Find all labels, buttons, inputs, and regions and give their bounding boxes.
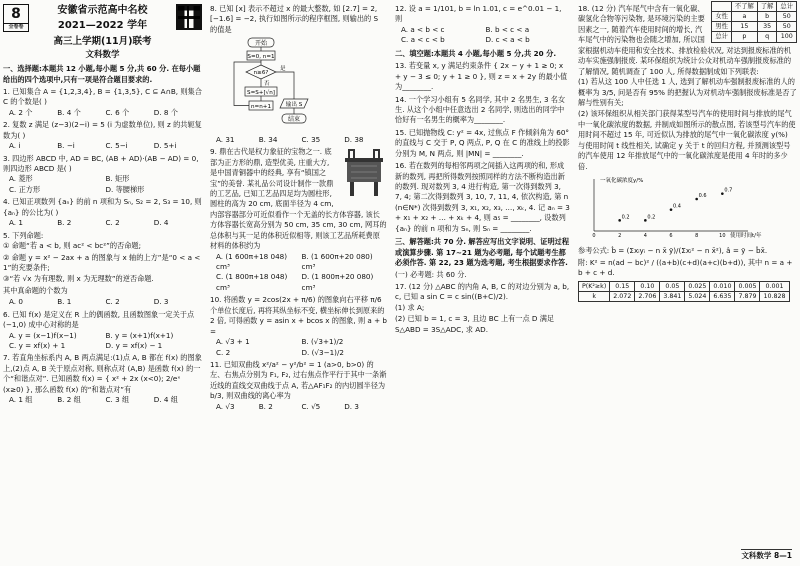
page-footer: 文科数学 8—1 — [741, 551, 792, 561]
option: C. 6 个 — [105, 107, 130, 117]
option: A. y = (x−1)f(x−1) — [9, 330, 77, 340]
option: A. 菱形 — [9, 174, 33, 184]
table-cell: P(K²≥k) — [579, 281, 610, 291]
paper-number-badge — [3, 4, 29, 32]
question-18: 18. (12 分) 汽车尾气中含有一氧化碳、碳氢化合物等污染物, 是环境污染的主要因素之一, 随着汽车使用时间的增长, 汽车尾气中的污染物也会随之增加, 所以国家根据机动车使用和安全技术、排放检验状况, 对达到报废标准的机动车实施强制报废. 某环保组织为统计公众对机动车强制报废标准的了解情况, 随机调查了 100 人, 所得数据制成如下列联表: — [578, 4, 792, 76]
scatter-plot — [580, 175, 780, 243]
question-2-options — [9, 141, 202, 151]
point-value-label: 0.6 — [698, 193, 707, 199]
question-2: 2. 复数 z 满足 (z−3)(2−i) = 5 (i 为虚数单位), 则 z 的共轭复数为( ) — [3, 120, 202, 140]
bronze-ding-vessel-image — [341, 148, 387, 198]
question-9: 9. 鼎在古代是权力象征的宝物之一. 底部为正方形的鼎, 造型优美, 庄重大方, 是中国青铜器中的经典, 享有“镇国之宝”的美誉. 某礼品公司设计制作一款鼎的工艺品, 已知工艺品四足均为圆柱形, 圆柱的高为 20 cm, 底面半径为 4 cm, 内部容器部分可近似看作一个无盖的长方体容器, 该长方体容器长宽高分别为 50 cm, 35 cm, 30 cm, 网耳的总体积与其一足的体积近似相等, 则该工艺品所耗费原材料的体积约为 — [210, 147, 387, 251]
option: A. a < b < c — [401, 24, 445, 34]
question-4: 4. 已知正项数列 {aₙ} 的前 n 项和为 Sₙ, S₂ = 2, S₃ = 10, 则 {aₙ} 的公比为( ) — [3, 197, 202, 217]
table-cell: 50 — [777, 12, 797, 22]
question-12-options — [401, 25, 570, 46]
x-tick-label: 0 — [592, 233, 596, 239]
table-cell: 0.010 — [710, 281, 735, 291]
option: D. 4 — [153, 218, 169, 228]
option: A. i — [9, 141, 21, 151]
table-cell: 3.841 — [660, 291, 685, 301]
table-cell: a — [731, 12, 757, 22]
y-axis-label: 一氧化碳浓度y/% — [600, 178, 644, 184]
option: A. √3 + 1 — [216, 337, 250, 347]
flow-condition-text: n≥6? — [253, 70, 269, 77]
program-flowchart — [220, 37, 330, 129]
table-cell: 35 — [757, 22, 777, 32]
option: C. (1 800π+18 048) cm³ — [216, 272, 288, 292]
option: A. 1 组 — [9, 395, 33, 405]
option: C. y = xf(x) + 1 — [9, 341, 66, 351]
point-value-label: 0.7 — [724, 187, 733, 194]
table-cell: 2.072 — [610, 291, 635, 301]
question-5-item: ② 命题 y = x² − 2ax + a 的图象与 x 轴的上方”是“0 < a < 1”的充要条件; — [3, 252, 201, 272]
question-17: 17. (12 分) △ABC 的内角 A, B, C 的对边分别为 a, b, c, 已知 a sin C = c sin((B+C)/2). — [395, 281, 570, 302]
table-cell: 2.706 — [635, 291, 660, 301]
school-name: 安徽省示范高中名校 — [57, 5, 148, 16]
option: A. 2 个 — [9, 107, 33, 117]
table-cell: 10.828 — [760, 291, 789, 301]
option: D. 4 组 — [153, 395, 178, 405]
question-1: 1. 已知集合 A = {1,2,3,4}, B = {1,3,5}, C ⊆ A∩B, 则集合 C 的个数是( ) — [3, 86, 202, 107]
table-row — [712, 32, 797, 42]
flow-increment-text: n=n+1 — [250, 104, 272, 111]
table-cell: 不了解 — [731, 2, 757, 12]
table-cell: 0.05 — [660, 281, 685, 291]
question-4-options — [9, 218, 202, 228]
table-cell — [712, 2, 732, 12]
flow-output-text: 输出 S — [285, 102, 303, 109]
question-10: 10. 将函数 y = 2cos(2x + π/6) 的图象向右平移 π/6 个单位长度后, 再将其纵坐标不变, 横坐标伸长到原来的 2 倍, 可得函数 y = asin x + bcos x 的图象, 则 a + b = — [210, 295, 387, 336]
scatter-point — [644, 219, 647, 222]
option: A. 0 — [9, 297, 23, 307]
scatter-point — [721, 192, 724, 195]
option: D. 5+i — [153, 141, 177, 151]
table-row — [579, 281, 790, 291]
question-12: 12. 设 a = 1/101, b = ln 1.01, c = e^0.01 − 1, 则 — [395, 4, 562, 24]
flow-body-text: S=S+[√n] — [247, 90, 275, 97]
option: C. √5 — [301, 401, 321, 411]
school-year: 2021—2022 学年 — [57, 19, 148, 31]
question-6-options — [9, 331, 202, 352]
option: A. (1 600π+18 048) cm³ — [216, 251, 288, 271]
option: D. y = xf(x) − 1 — [105, 341, 163, 351]
option: D. 3 — [153, 297, 169, 307]
table-cell: k — [579, 291, 610, 301]
table-row — [712, 12, 797, 22]
chi-square-formula: 附: K² = n(ad − bc)² / ((a+b)(c+d)(a+c)(b+d)), 其中 n = a + b + c + d. — [578, 257, 793, 278]
table-cell: 5.024 — [685, 291, 710, 301]
question-11: 11. 已知双曲线 x²/a² − y²/b² = 1 (a>0, b>0) 的左、右焦点分别为 F₁, F₂, 过右焦点作平行于其中一条渐近线的直线交双曲线于点 A, 若△AF₁F₂ 的内切圆半径为 b/3, 则双曲线的离心率为 — [210, 359, 387, 401]
option: D. 等腰梯形 — [105, 184, 145, 194]
badge-sub: 全卷卷 — [4, 23, 28, 30]
scatter-point — [618, 219, 621, 222]
table-row — [579, 291, 790, 301]
table-cell: 0.001 — [760, 281, 789, 291]
question-3-options — [9, 174, 202, 195]
option: D. (1 800π+20 080) cm³ — [301, 272, 374, 292]
exam-header — [3, 4, 202, 61]
flow-no-label: 否 — [264, 81, 270, 88]
flow-yes-label: 是 — [280, 66, 286, 73]
option: C. 正方形 — [9, 184, 41, 194]
question-8-options — [216, 135, 387, 145]
question-15: 15. 已知抛物线 C: y² = 4x, 过焦点 F 作倾斜角为 60° 的直线与 C 交于 P, Q 两点, P, Q 在 C 的准线上的投影分别为 M, N 两点, 则 |MN| = ________. — [395, 127, 570, 158]
question-18-part-1: (1) 若从这 100 人中任选 1 人, 选到了解机动车强制报废标准的人的概率为 3/5, 问是否有 95% 的把握认为对机动车强制报废标准是否了解与性别有关; — [578, 77, 797, 107]
question-1-options — [9, 108, 202, 118]
contingency-table — [711, 1, 797, 43]
table-cell: 0.15 — [610, 281, 635, 291]
x-tick-label: 6 — [669, 233, 673, 239]
qr-code-icon — [176, 4, 202, 30]
flow-end-text: 结束 — [287, 116, 301, 124]
question-14: 14. 一个学习小组有 5 名同学, 其中 2 名男生, 3 名女生. 从这个小组中任意选出 2 名同学, 则选出的同学中恰好有一名男生的概率为________. — [395, 94, 566, 125]
option: B. (1 600π+20 080) cm³ — [301, 251, 373, 271]
table-cell: 6.635 — [710, 291, 735, 301]
option: B. −i — [57, 141, 75, 151]
option: B. 4 个 — [57, 107, 81, 117]
column-1 — [0, 0, 205, 566]
scatter-point — [670, 208, 673, 211]
flow-init-text: S=0, n=1 — [247, 54, 275, 61]
table-cell: 总计 — [777, 2, 797, 12]
question-10-options — [216, 337, 387, 358]
option: B. 矩形 — [105, 174, 130, 184]
x-tick-label: 10 — [719, 233, 726, 239]
option: B. y = (x+1)f(x+1) — [105, 330, 174, 340]
table-cell: 0.005 — [735, 281, 760, 291]
point-value-label: 0.2 — [621, 214, 630, 221]
question-5-options — [9, 297, 202, 307]
table-cell: p — [731, 32, 757, 42]
question-17-part-2: (2) 已知 b = 1, c = 3, 且边 BC 上有一点 D 满足 S△ABD = 3S△ADC, 求 AD. — [395, 314, 555, 334]
table-cell: b — [757, 12, 777, 22]
point-value-label: 0.4 — [673, 203, 681, 210]
required-subheading: (一) 必考题: 共 60 分. — [395, 269, 467, 279]
table-row — [712, 22, 797, 32]
table-cell: 了解 — [757, 2, 777, 12]
question-5-item: ③“若 √x 为有理数, 则 x 为无理数”的逆否命题. — [3, 274, 154, 284]
option: D. 38 — [344, 134, 364, 144]
column-4 — [575, 0, 800, 566]
question-7: 7. 若直角坐标系内 A, B 两点满足:(1)点 A, B 都在 f(x) 的图象上,(2)点 A, B 关于原点对称, 则称点对 (A,B) 是函数 f(x) 的一个“和谐点对”. 已知函数 f(x) = { x² + 2x (x<0); 2/eˣ (x≥0) }, 那么函数 f(x) 的“和谐点对”有 — [3, 353, 202, 394]
column-2 — [207, 0, 390, 566]
question-3: 3. 四边形 ABCD 中, AD = BC, (AB + AD)·(AB − AD) = 0, 则四边形 ABCD 是( ) — [3, 153, 199, 174]
contingency-table-wrap — [711, 1, 797, 43]
question-16: 16. 若在数列的每相邻两项之间插入这两项的和, 形成新的数列, 再把所得数列按照同样的方法不断构造出新的数列. 现对数列 3, 4 进行构造, 第一次得到数列 3, 7, 4; 第二次得到数列 3, 10, 7, 11, 4, 依次构造, 第 n (n∈N*) 次得到数列 3, x₁, x₂, x₃, …, xₖ, 4. 记 aₙ = 3 + x₁ + x₂ + … + xₖ + 4, 则 a₅ = ________, 设数列 {aₙ} 的前 n 项和为 Sₙ, 则 Sₙ = ________. — [395, 161, 570, 233]
badge-number: 8 — [11, 6, 21, 22]
option: C. 2 — [105, 218, 120, 228]
question-5-stem: 其中真命题的个数为 — [3, 285, 68, 295]
flow-start-text: 开始 — [254, 40, 268, 48]
table-cell: 女性 — [712, 12, 732, 22]
option: A. 1 — [9, 218, 23, 228]
question-11-options — [216, 402, 387, 412]
option: C. 35 — [301, 134, 321, 144]
option: B. 2 组 — [57, 395, 81, 405]
question-5: 5. 下列命题: — [3, 230, 44, 240]
option: D. (√3−1)/2 — [301, 347, 344, 357]
question-8: 8. 已知 [x] 表示不超过 x 的最大整数, 如 [2.7] = 2, [−1.6] = −2, 执行如图所示的程序框图, 则输出的 S 的值是 — [210, 4, 379, 34]
option: D. 3 — [344, 401, 359, 411]
table-cell: 0.025 — [685, 281, 710, 291]
option: B. 1 — [57, 297, 72, 307]
point-value-label: 0.2 — [647, 214, 656, 221]
reference-formula: 参考公式: b̂ = (Σxᵢyᵢ − n x̄ ȳ)/(Σxᵢ² − n x̄²), â = ȳ − b̂x̄. — [578, 246, 768, 256]
x-tick-label: 2 — [618, 233, 622, 239]
exam-titles — [29, 4, 176, 61]
scatter-point — [695, 198, 698, 201]
exam-name: 高三上学期(11月)联考 — [53, 36, 152, 47]
option: B. 34 — [258, 134, 278, 144]
section-answer-heading: 三、解答题:共 70 分. 解答应写出文字说明、证明过程或演算步骤. 第 17~21 题为必考题, 每个试题考生都必须作答. 第 22, 23 题为选考题, 考生根据要求作答. — [395, 237, 570, 268]
table-cell: 0.10 — [635, 281, 660, 291]
question-7-options — [9, 395, 202, 405]
x-tick-label: 8 — [695, 233, 699, 239]
question-6: 6. 已知 f(x) 是定义在 R 上的偶函数, 且函数图象一定关于点 (−1,0) 成中心对称的是 — [3, 309, 195, 330]
option: B. 2 — [258, 401, 273, 411]
section-fill-heading: 二、填空题:本题共 4 小题,每小题 5 分,共 20 分. — [395, 48, 557, 58]
question-17-part-1: (1) 求 A; — [395, 302, 425, 312]
question-18-part-2: (2) 该环保组织从相关部门获得某型号汽车的使用时间与排放的尾气中一氧化碳浓度的数据, 并制成如图所示的散点图, 若该型号汽车的使用时间不超过 15 年, 可近似认为排放的尾气中一氧化碳浓度 y(%) 与使用时间 t 线性相关, 试确定 y 关于 t 的回归方程, 并预测该型号的汽车使用 12 年排放尾气中的一氧化碳浓度是使用 4 年时的多少倍. — [578, 109, 796, 171]
table-cell: 男性 — [712, 22, 732, 32]
column-3 — [392, 0, 573, 566]
table-cell: 7.879 — [735, 291, 760, 301]
option: C. 2 — [105, 297, 120, 307]
option: B. b < c < a — [485, 24, 530, 34]
section-choice-heading: 一、选择题:本题共 12 小题,每小题 5 分,共 60 分. 在每小题给出的四个选项中,只有一项是符合题目要求的. — [3, 64, 201, 84]
table-cell: 总计 — [712, 32, 732, 42]
option: D. c < a < b — [485, 35, 530, 45]
table-cell: q — [757, 32, 777, 42]
option: B. (√3+1)/2 — [301, 337, 344, 347]
table-cell: 15 — [731, 22, 757, 32]
question-13: 13. 若变量 x, y 满足约束条件 { 2x − y + 1 ≥ 0; x + y − 3 ≤ 0; y + 1 ≥ 0 }, 则 z = x + 2y 的最小值为________. — [395, 61, 568, 92]
critical-value-table — [578, 281, 790, 302]
question-5-item: ① 命题“若 a < b, 则 ac² < bc²”的否命题; — [3, 241, 142, 251]
option: B. 2 — [57, 218, 72, 228]
table-cell: 100 — [777, 32, 797, 42]
table-header-row — [712, 2, 797, 12]
question-9-options — [216, 252, 387, 294]
table-cell: 50 — [777, 22, 797, 32]
option: C. a < c < b — [401, 35, 445, 45]
option: A. 31 — [216, 134, 235, 144]
option: C. 3 组 — [105, 395, 130, 405]
subject-name: 文科数学 — [85, 49, 120, 60]
option: C. 5−i — [105, 141, 128, 151]
x-axis-label: 使用时间t/年 — [730, 233, 762, 239]
option: A. √3 — [216, 401, 235, 411]
x-tick-label: 4 — [643, 233, 647, 239]
option: C. 2 — [216, 347, 231, 357]
option: D. 8 个 — [153, 107, 178, 117]
